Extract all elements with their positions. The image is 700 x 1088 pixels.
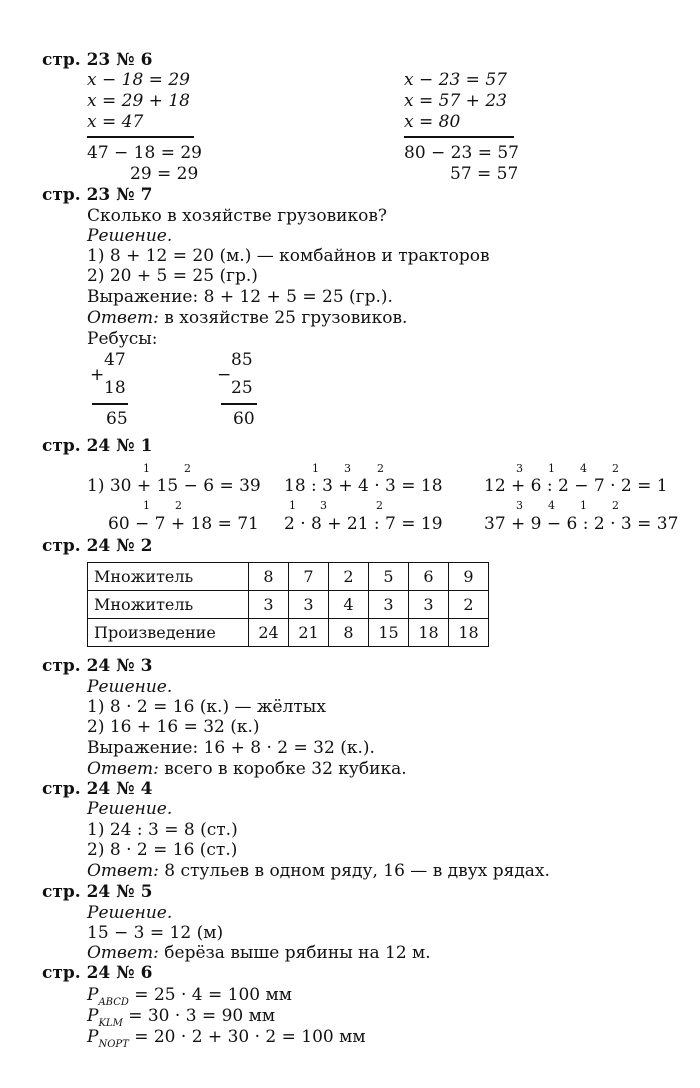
order-mark: 2 xyxy=(175,499,182,512)
answer-line xyxy=(87,308,407,328)
order-mark: 2 xyxy=(377,462,384,475)
check-line: 57 = 57 xyxy=(450,164,519,184)
rebus-result: 65 xyxy=(106,409,128,429)
order-mark: 1 xyxy=(580,499,587,512)
rebus-operand: 18 xyxy=(104,378,126,398)
heading-24-1: стр. 24 № 1 xyxy=(42,436,153,456)
expression-line: Выражение: 16 + 8 · 2 = 32 (к.). xyxy=(87,738,375,758)
expression-line: Выражение: 8 + 12 + 5 = 25 (гр.). xyxy=(87,287,393,307)
table-cell: 5 xyxy=(369,563,409,591)
order-mark: 1 xyxy=(289,499,296,512)
table-cell: 3 xyxy=(289,591,329,619)
equation-line: x = 57 + 23 xyxy=(404,91,507,111)
perimeter-value: = 30 · 3 = 90 мм xyxy=(122,1006,276,1026)
order-mark: 1 xyxy=(143,462,150,475)
heading-24-4: стр. 24 № 4 xyxy=(42,779,153,799)
solution-step: 2) 20 + 5 = 25 (гр.) xyxy=(87,266,258,286)
answer-text: берёза выше рябины на 12 м. xyxy=(158,943,431,963)
answer-label: Ответ: xyxy=(87,861,159,881)
perimeter-subscript: NOPT xyxy=(98,1039,129,1050)
check-line: 29 = 29 xyxy=(130,164,199,184)
table-row xyxy=(88,563,489,591)
solution-label: Решение. xyxy=(87,903,173,923)
heading-24-3: стр. 24 № 3 xyxy=(42,656,153,676)
perimeter-value: = 25 · 4 = 100 мм xyxy=(128,985,292,1005)
perimeter-line xyxy=(87,1006,275,1029)
rebus-label: Ребусы: xyxy=(87,329,158,349)
order-mark: 4 xyxy=(548,499,555,512)
heading-24-5: стр. 24 № 5 xyxy=(42,882,153,902)
order-mark: 1 xyxy=(548,462,555,475)
order-mark: 1 xyxy=(143,499,150,512)
solution-step: 1) 24 : 3 = 8 (ст.) xyxy=(87,820,238,840)
table-cell: 3 xyxy=(369,591,409,619)
equation-line: x − 23 = 57 xyxy=(404,70,507,90)
table-cell: 9 xyxy=(449,563,489,591)
order-mark: 4 xyxy=(580,462,587,475)
equation-line: x − 18 = 29 xyxy=(87,70,190,90)
table-cell: 8 xyxy=(329,619,369,647)
table-cell: 8 xyxy=(249,563,289,591)
rebus-result: 60 xyxy=(233,409,255,429)
solution-step: 15 − 3 = 12 (м) xyxy=(87,923,224,943)
perimeter-symbol: P xyxy=(87,985,99,1005)
question-text: Сколько в хозяйстве грузовиков? xyxy=(87,206,388,226)
answer-text: всего в коробке 32 кубика. xyxy=(158,759,407,779)
table-cell: 4 xyxy=(329,591,369,619)
rebus-operand: 85 xyxy=(231,350,253,370)
perimeter-symbol: P xyxy=(87,1006,99,1026)
table-cell: 21 xyxy=(289,619,329,647)
order-mark: 3 xyxy=(320,499,327,512)
table-cell: 18 xyxy=(449,619,489,647)
solution-label: Решение. xyxy=(87,799,173,819)
perimeter-subscript: KLM xyxy=(98,1018,123,1029)
multiplication-table xyxy=(87,562,489,647)
heading-23-6: стр. 23 № 6 xyxy=(42,50,153,70)
answer-line xyxy=(87,759,407,779)
rebus-operand: 25 xyxy=(231,378,253,398)
table-cell: 24 xyxy=(249,619,289,647)
rebus-operand: 47 xyxy=(104,350,126,370)
table-cell: 18 xyxy=(409,619,449,647)
equation-line: x = 80 xyxy=(404,112,461,132)
row-label: Множитель xyxy=(88,563,249,591)
perimeter-subscript: ABCD xyxy=(98,997,129,1008)
solution-step: 2) 16 + 16 = 32 (к.) xyxy=(87,717,260,737)
expression-line: 2 · 8 + 21 : 7 = 19 xyxy=(284,514,443,534)
order-mark: 3 xyxy=(516,462,523,475)
check-line: 80 − 23 = 57 xyxy=(404,143,519,163)
equation-line: x = 29 + 18 xyxy=(87,91,190,111)
order-mark: 1 xyxy=(312,462,319,475)
rebus-operator: + xyxy=(90,365,105,385)
solution-label: Решение. xyxy=(87,677,173,697)
divider-line xyxy=(92,403,128,405)
divider-line xyxy=(87,136,194,138)
perimeter-symbol: P xyxy=(87,1027,99,1047)
perimeter-line xyxy=(87,1027,366,1050)
table-cell: 7 xyxy=(289,563,329,591)
order-mark: 2 xyxy=(612,499,619,512)
heading-24-6: стр. 24 № 6 xyxy=(42,963,153,983)
answer-label: Ответ: xyxy=(87,943,159,963)
perimeter-line xyxy=(87,985,292,1008)
table-cell: 15 xyxy=(369,619,409,647)
order-mark: 3 xyxy=(516,499,523,512)
divider-line xyxy=(221,403,257,405)
table-cell: 2 xyxy=(329,563,369,591)
expression-line: 12 + 6 : 2 − 7 · 2 = 1 xyxy=(484,476,668,496)
answer-line xyxy=(87,861,550,881)
expression-line: 18 : 3 + 4 · 3 = 18 xyxy=(284,476,443,496)
answer-text: в хозяйстве 25 грузовиков. xyxy=(158,308,408,328)
heading-23-7: стр. 23 № 7 xyxy=(42,185,153,205)
order-mark: 2 xyxy=(612,462,619,475)
answer-text: 8 стульев в одном ряду, 16 — в двух рядах. xyxy=(158,861,550,881)
expression-line: 60 − 7 + 18 = 71 xyxy=(108,514,259,534)
divider-line xyxy=(404,136,514,138)
rebus-operator: − xyxy=(217,365,232,385)
table-row xyxy=(88,591,489,619)
solution-step: 1) 8 · 2 = 16 (к.) — жёлтых xyxy=(87,697,326,717)
row-label: Множитель xyxy=(88,591,249,619)
expression-line: 37 + 9 − 6 : 2 · 3 = 37 xyxy=(484,514,679,534)
solution-step: 2) 8 · 2 = 16 (ст.) xyxy=(87,840,238,860)
order-mark: 3 xyxy=(344,462,351,475)
table-cell: 3 xyxy=(249,591,289,619)
solution-step: 1) 8 + 12 = 20 (м.) — комбайнов и тракторов xyxy=(87,246,490,266)
table-cell: 3 xyxy=(409,591,449,619)
row-label: Произведение xyxy=(88,619,249,647)
table-cell: 2 xyxy=(449,591,489,619)
table-cell: 6 xyxy=(409,563,449,591)
perimeter-value: = 20 · 2 + 30 · 2 = 100 мм xyxy=(128,1027,366,1047)
equation-line: x = 47 xyxy=(87,112,144,132)
check-line: 47 − 18 = 29 xyxy=(87,143,202,163)
heading-24-2: стр. 24 № 2 xyxy=(42,536,153,556)
order-mark: 2 xyxy=(376,499,383,512)
table-row xyxy=(88,619,489,647)
answer-label: Ответ: xyxy=(87,308,159,328)
answer-line xyxy=(87,943,431,963)
solution-label: Решение. xyxy=(87,226,173,246)
expression-line: 1) 30 + 15 − 6 = 39 xyxy=(87,476,261,496)
order-mark: 2 xyxy=(184,462,191,475)
answer-label: Ответ: xyxy=(87,759,159,779)
